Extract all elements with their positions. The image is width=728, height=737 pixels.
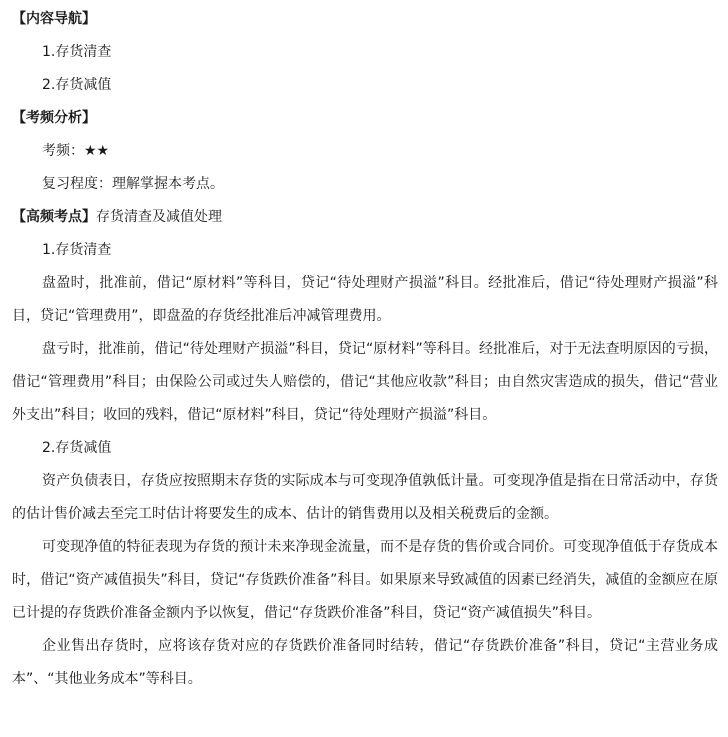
section-2-paragraph-3: 企业售出存货时，应将该存货对应的存货跌价准备同时结转，借记“存货跌价准备”科目，贷记“主营业务成本”、“其他业务成本”等科目。: [12, 638, 718, 687]
hot-topic-label: 【高频考点】: [12, 209, 96, 225]
freq-heading: [12, 102, 718, 135]
frequency-rating: 考频：★★: [42, 143, 110, 159]
section-2-paragraph-1: 资产负债表日，存货应按照期末存货的实际成本与可变现净值孰低计量。可变现净值是指在日常活动中，存货的估计售价减去至完工时估计将要发生的成本、估计的销售费用以及相关税费后的金额。: [12, 473, 718, 522]
section-2-title: 2.存货减值: [42, 440, 112, 456]
review-level: 复习程度：理解掌握本考点。: [42, 176, 224, 192]
nav-heading-text: 【内容导航】: [12, 11, 96, 27]
section-2-paragraph-2: 可变现净值的特征表现为存货的预计未来净现金流量，而不是存货的售价或合同价。可变现净值低于存货成本时，借记“资产减值损失”科目，贷记“存货跌价准备”科目。如果原来导致减值的因素已经消失，减值的金额应在原已计提的存货跌价准备金额内予以恢复，借记“存货跌价准备”科目，贷记“资产减值损失”科目。: [12, 539, 718, 621]
hot-topic-title: 存货清查及减值处理: [96, 209, 222, 225]
nav-heading: [12, 3, 718, 36]
freq-heading-text: 【考频分析】: [12, 110, 96, 126]
nav-item-1: 1.存货清查: [42, 44, 112, 60]
section-1-title: 1.存货清查: [42, 242, 112, 258]
hot-topic-heading: [12, 201, 718, 234]
nav-item-2: 2.存货减值: [42, 77, 112, 93]
section-1-paragraph-1: 盘盈时，批准前，借记“原材料”等科目，贷记“待处理财产损溢”科目。经批准后，借记“待处理财产损溢”科目，贷记“管理费用”，即盘盈的存货经批准后冲减管理费用。: [12, 275, 718, 324]
section-1-paragraph-2: 盘亏时，批准前，借记“待处理财产损溢”科目，贷记“原材料”等科目。经批准后，对于无法查明原因的亏损，借记“管理费用”科目；由保险公司或过失人赔偿的，借记“其他应收款”科目；由自然灾害造成的损失，借记“营业外支出”科目；收回的残料，借记“原材料”科目，贷记“待处理财产损溢”科目。: [12, 341, 718, 423]
